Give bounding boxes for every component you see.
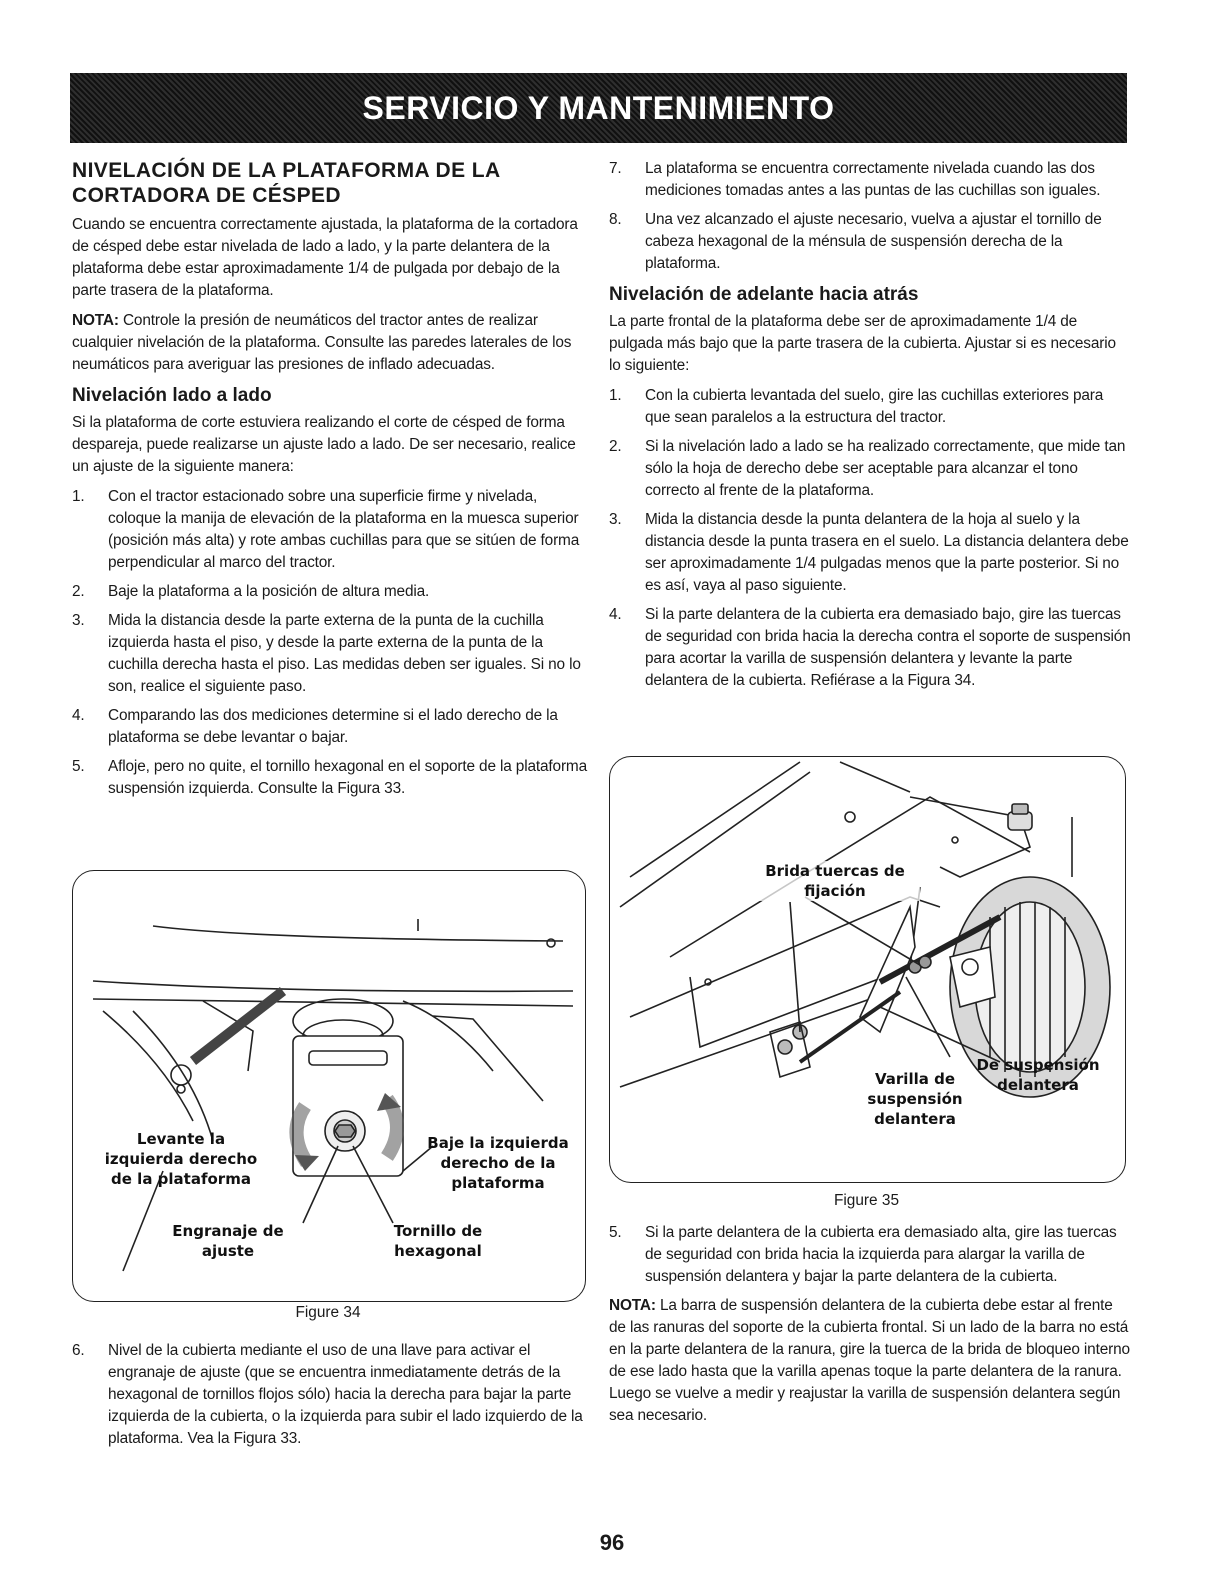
note-text: Controle la presión de neumáticos del tractor antes de realizar cualquier nivelación de la plataforma. Consulte las paredes laterales de los neumáticos para averiguar las presiones de inflado adecuadas. xyxy=(72,312,572,373)
note-paragraph-2 xyxy=(609,1295,1131,1427)
list-item: 2. Baje la plataforma a la posición de altura media. xyxy=(72,583,430,600)
page-title xyxy=(72,158,587,208)
callout-lower: Baje la izquierda derecho de la plataforma xyxy=(427,1134,569,1192)
page-number: 96 xyxy=(599,1530,625,1555)
note-label: NOTA: xyxy=(609,1297,656,1314)
right-column xyxy=(609,158,1131,699)
list-item: 3. Mida la distancia desde la punta delantera de la hoja al suelo y la distancia desde la punta trasera en el suelo. La distancia delantera debe ser aproximadamente 1/4 pulgadas menos que la parte posterior. Si no es así, vaya al paso siguiente. xyxy=(609,511,1129,594)
title-line-2: CORTADORA DE CÉSPED xyxy=(72,184,341,207)
figure-35 xyxy=(609,756,1126,1183)
deck-adjuster-illustration xyxy=(73,871,585,1301)
figure-35-caption: Figure 35 xyxy=(833,1192,900,1209)
callout-raise: Levante la izquierda derecho de la plataforma xyxy=(104,1130,258,1188)
list-item: 4. Si la parte delantera de la cubierta era demasiado bajo, gire las tuercas de seguridad con brida hacia la derecha contra el soporte de suspensión para acortar la varilla de suspensión delantera y levante la parte delantera de la cubierta. Refiérase a la Figura 34. xyxy=(609,606,1131,689)
list-item: 6. Nivel de la cubierta mediante el uso de una llave para activar el engranaje de ajuste (que se encuentra inmediatamente detrás de la hexagonal de tornillos flojos sólo) hacia la derecha para bajar la parte izquierda de la cubierta, o la izquierda para subir el lado izquierdo de la plataforma. Vea la Figura 33. xyxy=(72,1342,583,1447)
callout-flange-nuts: Brida tuercas de fijación xyxy=(750,861,920,901)
front-back-intro: La parte frontal de la plataforma debe ser de aproximadamente 1/4 de pulgada más bajo que la parte trasera de la cubierta. Ajustar si es necesario lo siguiente: xyxy=(609,313,1116,374)
callout-gear: Engranaje de ajuste xyxy=(172,1222,284,1260)
list-item: 2. Si la nivelación lado a lado se ha realizado correctamente, que mide tan sólo la hoja de derecho debe ser aceptable para alcanzar el tono correcto al frente de la plataforma. xyxy=(609,438,1126,499)
list-item: 5. Si la parte delantera de la cubierta era demasiado alta, gire las tuercas de seguridad con brida hacia la izquierda para alargar la varilla de suspensión delantera y bajar la parte delantera de la cubierta. xyxy=(609,1224,1117,1285)
note-label: NOTA: xyxy=(72,312,119,329)
side-leveling-steps xyxy=(72,486,587,800)
front-back-steps xyxy=(609,385,1131,692)
list-item: 4. Comparando las dos mediciones determine si el lado derecho de la plataforma se debe levantar o bajar. xyxy=(72,707,558,746)
list-item: 8. Una vez alcanzado el ajuste necesario, vuelva a ajustar el tornillo de cabeza hexagonal de la ménsula de suspensión derecha de la plataforma. xyxy=(609,211,1102,272)
list-item: 5. Afloje, pero no quite, el tornillo hexagonal en el soporte de la plataforma suspensión izquierda. Consulte la Figura 33. xyxy=(72,758,588,797)
section-banner xyxy=(70,73,1127,143)
title-line-1: NIVELACIÓN DE LA PLATAFORMA DE LA xyxy=(72,159,501,182)
list-item: 1. Con la cubierta levantada del suelo, gire las cuchillas exteriores para que sean paralelos a la estructura del tractor. xyxy=(609,387,1104,426)
front-back-steps-cont xyxy=(609,1222,1131,1288)
side-leveling-steps-right xyxy=(609,158,1131,275)
step-6-container xyxy=(72,1340,587,1457)
figure-34-caption: Figure 34 xyxy=(295,1304,361,1321)
callout-bolt: Tornillo de hexagonal xyxy=(393,1222,483,1260)
intro-paragraph: Cuando se encuentra correctamente ajustada, la plataforma de la cortadora de césped debe estar nivelada de lado a lado, y la parte delantera de la plataforma debe estar aproximadamente 1/4 de pulgada por debajo de la parte trasera de la plataforma. xyxy=(72,216,578,299)
side-leveling-heading: Nivelación lado a lado xyxy=(72,385,272,406)
figure-34 xyxy=(72,870,586,1302)
list-item: 1. Con el tractor estacionado sobre una superficie firme y nivelada, coloque la manija de elevación de la plataforma en la muesca superior (posición más alta) y rote ambas cuchillas para que se sitúen de forma perpendicular al marco del tractor. xyxy=(72,488,580,571)
front-back-heading: Nivelación de adelante hacia atrás xyxy=(609,284,919,305)
right-bottom-container xyxy=(609,1222,1131,1435)
section-title: SERVICIO Y MANTENIMIENTO xyxy=(362,89,835,126)
side-leveling-intro: Si la plataforma de corte estuviera realizando el corte de césped de forma despareja, puede realizarse un ajuste lado a lado. De ser necesario, realice un ajuste de la siguiente manera: xyxy=(72,414,576,475)
callout-suspension-bracket: De suspensión delantera xyxy=(976,1056,1100,1094)
callout-suspension-rod: Varilla de suspensión delantera xyxy=(867,1070,963,1128)
left-column xyxy=(72,158,587,807)
note-paragraph xyxy=(72,310,587,376)
note-text: La barra de suspensión delantera de la cubierta debe estar al frente de las ranuras del soporte de la cubierta frontal. Si un lado de la barra no está en la parte delantera de la ranura, gire la tuerca de la brida de bloqueo interno de ese lado hasta que la varilla apenas toque la parte delantera de la ranura. Luego se vuelve a medir y reajustar la varilla de suspensión delantera según sea necesario. xyxy=(609,1297,1130,1424)
side-leveling-steps-cont xyxy=(72,1340,587,1450)
list-item: 3. Mida la distancia desde la parte externa de la punta de la cuchilla izquierda hasta el piso, y desde la parte externa de la punta de la cuchilla derecha hasta el piso. Las medidas deben ser iguales. Si no lo son, realice el siguiente paso. xyxy=(72,612,581,695)
list-item: 7. La plataforma se encuentra correctamente nivelada cuando las dos mediciones tomadas antes a las puntas de las cuchillas son iguales. xyxy=(609,160,1101,199)
